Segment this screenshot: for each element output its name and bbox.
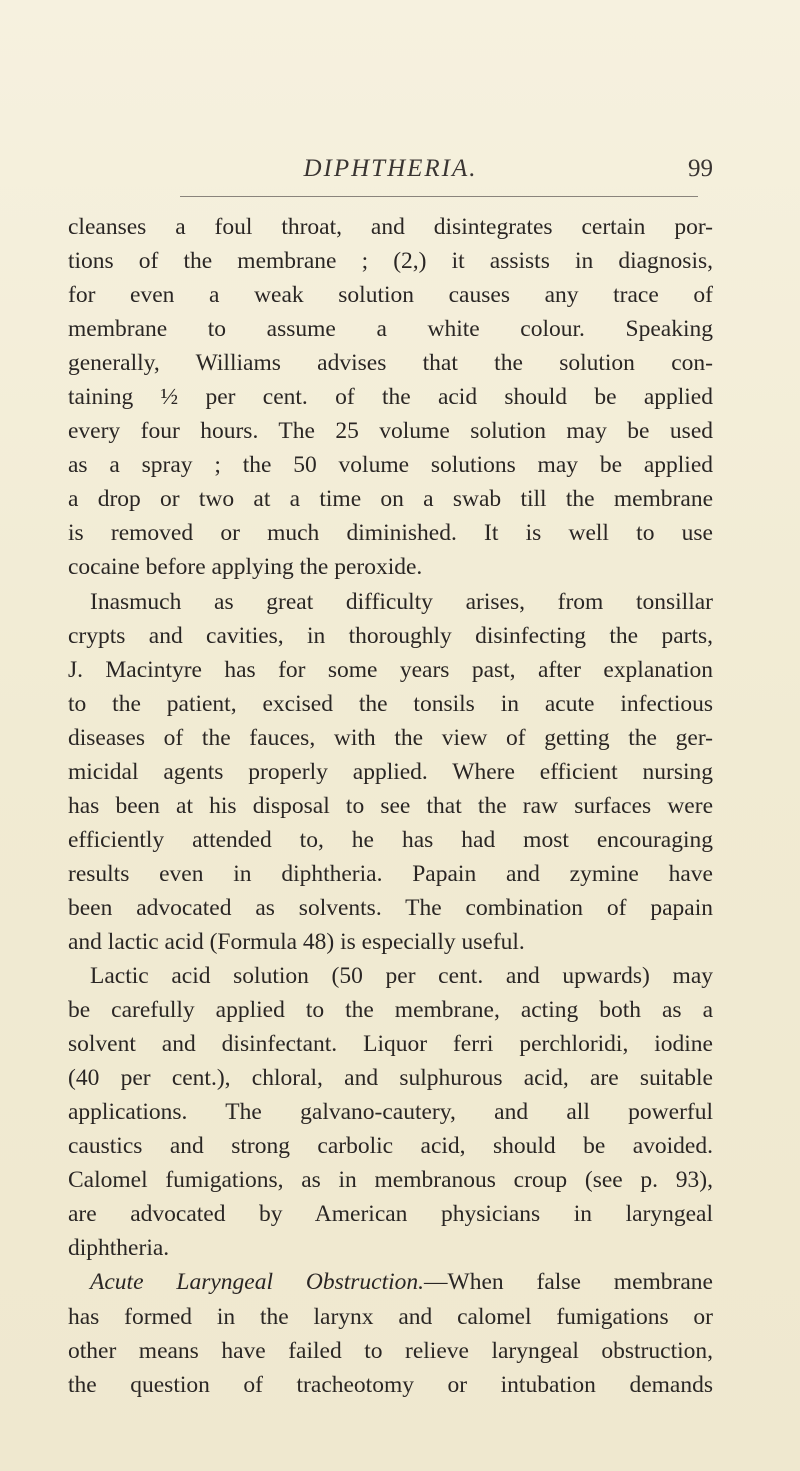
text-line [68,346,713,380]
line-text: taining ½ per cent. of the acid should be applied [68,384,713,411]
text-line [68,448,713,482]
line-text: Lactic acid solution (50 per cent. and upwards) may [90,963,713,990]
text-line [68,823,713,857]
line-text: generally, Williams advises that the solution con- [68,350,713,377]
line-text: be carefully applied to the membrane, acting both as a [68,997,713,1024]
line-text: J. Macintyre has for some years past, after explanation [68,656,713,683]
line-text: other means have failed to relieve laryngeal obstruction, [68,1337,713,1364]
section-heading: Acute Laryngeal Obstruction. [90,1269,425,1296]
text-line [68,959,713,993]
text-line [68,585,713,619]
line-text: micidal agents properly applied. Where efficient nursing [68,758,713,785]
line-text: every four hours. The 25 volume solution may be used [68,418,713,445]
text-line [68,244,713,278]
text-line [68,278,713,312]
text-line [68,857,713,891]
line-text: Inasmuch as great difficulty arises, from tonsillar [90,588,713,615]
text-line [68,380,713,414]
text-line [68,755,713,789]
running-title: DIPHTHERIA. [303,155,478,182]
text-line [68,721,713,755]
line-text: as a spray ; the 50 volume solutions may be applied [68,452,713,479]
text-line [68,210,713,244]
text-line [68,1368,713,1402]
line-text: tions of the membrane ; (2,) it assists in diagnosis, [68,248,713,275]
text-line [68,993,713,1027]
running-head [68,155,713,189]
text-line [68,619,713,653]
line-text: membrane to assume a white colour. Speaking [68,316,713,343]
line-text: results even in diphtheria. Papain and zymine have [68,860,713,887]
page-number: 99 [688,155,713,182]
body-text [68,210,713,1402]
line-text: has been at his disposal to see that the raw surfaces were [68,792,713,819]
line-text: Calomel fumigations, as in membranous croup (see p. 93), [68,1167,713,1194]
line-text: and lactic acid (Formula 48) is especially useful. [68,928,525,955]
text-line [68,550,713,584]
line-text: the question of tracheotomy or intubation demands [68,1371,713,1398]
text-line [68,1027,713,1061]
text-line [68,687,713,721]
line-text: been advocated as solvents. The combination of papain [68,894,713,921]
line-text: crypts and cavities, in thoroughly disinfecting the parts, [68,622,713,649]
line-text: —When false membrane [424,1269,713,1296]
line-text: (40 per cent.), chloral, and sulphurous acid, are suitable [68,1065,713,1092]
line-text: caustics and strong carbolic acid, should be avoided. [68,1133,713,1160]
text-line [68,312,713,346]
line-text: cleanses a foul throat, and disintegrates certain por- [68,214,713,240]
text-line [68,1300,713,1334]
text-line [68,1265,713,1299]
line-text: diseases of the fauces, with the view of getting the ger- [68,724,713,751]
text-line [68,1163,713,1197]
text-line [68,653,713,687]
text-line [68,1197,713,1231]
text-line [68,482,713,516]
line-text: diphtheria. [68,1235,170,1262]
line-text: applications. The galvano-cautery, and all powerful [68,1099,713,1126]
line-text: efficiently attended to, he has had most encouraging [68,826,713,853]
line-text: is removed or much diminished. It is well to use [68,520,713,547]
text-line [68,1231,713,1265]
text-line [68,1095,713,1129]
text-line [68,925,713,959]
text-line [68,1334,713,1368]
text-line [68,1129,713,1163]
header-rule [180,196,698,197]
text-line [68,1061,713,1095]
line-text: for even a weak solution causes any trace of [68,282,713,309]
line-text: cocaine before applying the peroxide. [68,554,423,581]
text-line [68,414,713,448]
text-line [68,516,713,550]
line-text: has formed in the larynx and calomel fumigations or [68,1303,713,1330]
text-line [68,789,713,823]
line-text: to the patient, excised the tonsils in acute infectious [68,690,713,717]
line-text: solvent and disinfectant. Liquor ferri perchloridi, iodine [68,1031,713,1058]
text-line [68,891,713,925]
line-text: a drop or two at a time on a swab till the membrane [68,486,713,513]
line-text: are advocated by American physicians in laryngeal [68,1201,713,1228]
